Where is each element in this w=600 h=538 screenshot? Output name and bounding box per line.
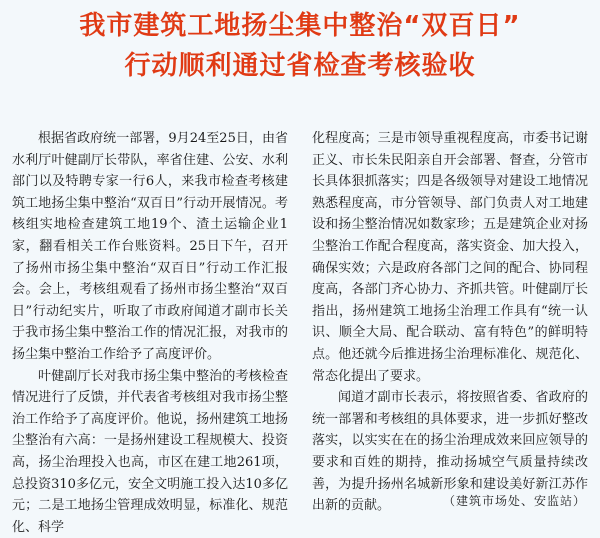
- article-paragraph: 闻道才副市长表示，将按照省委、省政府的统一部署和考核组的具体要求，进一步抓好整改落实，以实实在在的扬尘治理成效来回应领导的要求和百姓的期持，推动扬城空气质量持续改善，为提升扬州名城新形象和建设美好新江苏作出新的贡献。: [312, 390, 588, 514]
- headline-line-1: 我市建筑工地扬尘集中整治“双百日”: [79, 11, 521, 41]
- article-paragraph-continued: 化程度高；三是市领导重视程度高，市委书记谢正义、市长朱民阳亲自开会部署、督查，分管市长具体狠抓落实；四是各级领导对建设工地情况熟悉程度高，市分管领导、部门负责人对工地建设和扬尘整治情况如数家珍；五是建筑企业对扬尘整治工作配合程度高，落实资金、加大投入，确保实效；六是政府各部门之间的配合、协同程度高，各部门齐心协力、齐抓共管。叶健副厅长指出，扬州建筑工地扬尘治理工作具有“统一认识、顺全大局、配合联动、富有特色”的鲜明特点。他还就今后推进扬尘治理标准化、规范化、常态化提出了要求。: [312, 131, 588, 384]
- headline-line-2: 行动顺利通过省检查考核验收: [124, 51, 476, 81]
- headline: [0, 6, 600, 86]
- article-paragraph: 根据省政府统一部署，9月24至25日，由省水利厅叶健副厅长带队，率省住建、公安、水利部门以及特聘专家一行6人，来我市检查考核建筑工地扬尘集中整治“双百日”行动开展情况。考核组实地检查建筑工地19个、渣土运输企业1家，翻看相关工作台账资料。25日下午，召开了扬州市扬尘集中整治“双百日”行动工作汇报会。会上，考核组观看了扬州市扬尘整治“双百日”行动纪实片，听取了市政府闻道才副市长关于我市扬尘集中整治工作的情况汇报，对我市的扬尘集中整治工作给予了高度评价。: [12, 131, 288, 362]
- article-column-right: [312, 128, 588, 517]
- article-source: （建筑市场处、安监站）: [442, 494, 586, 508]
- article-column-left: [12, 128, 288, 538]
- article-paragraph: 叶健副厅长对我市扬尘集中整治的考核检查情况进行了反馈，并代表省考核组对我市扬尘整治工作给予了高度评价。他说，扬州建筑工地扬尘整治有六高：一是扬州建设工程规模大、投资高，扬尘治理投入也高，市区在建工地261项，总投资310多亿元，安全文明施工投入达10多亿元；二是工地扬尘管理成效明显，标准化、规范化、科学: [12, 368, 288, 535]
